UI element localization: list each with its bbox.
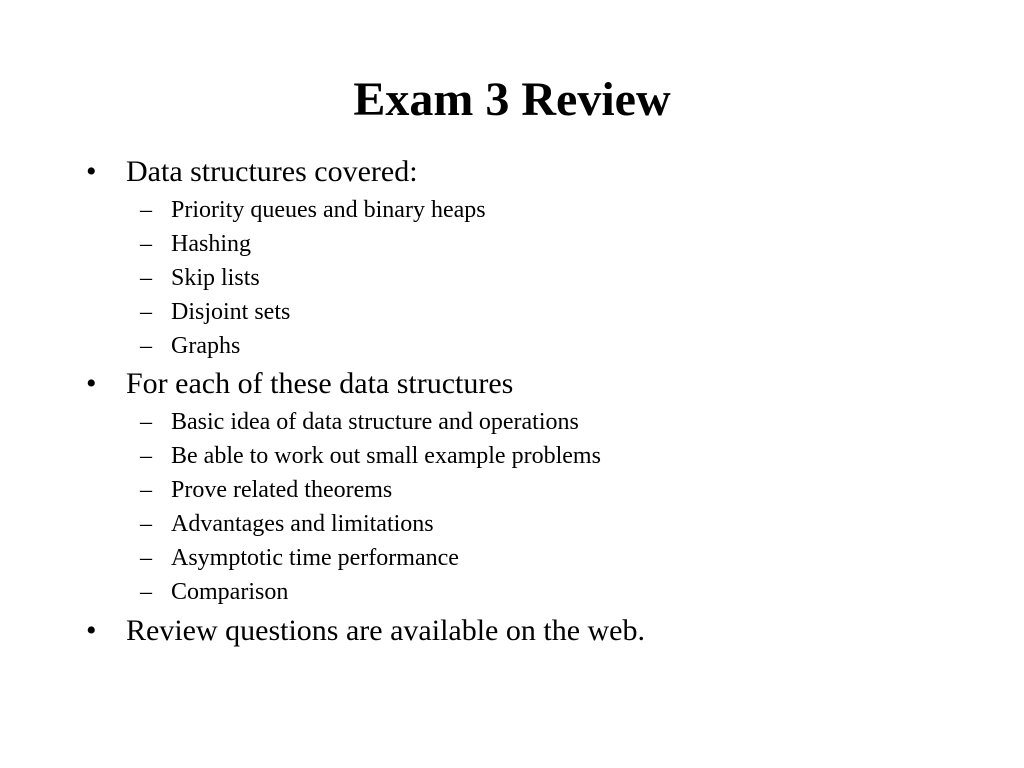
- sub-text: Basic idea of data structure and operations: [171, 409, 579, 435]
- sub-item: [140, 544, 459, 572]
- sub-text: Advantages and limitations: [171, 511, 434, 537]
- bullet-item: [86, 614, 645, 648]
- sub-item: [140, 476, 392, 504]
- sub-item: [140, 408, 579, 436]
- sub-text: Graphs: [171, 333, 241, 359]
- sub-mark: –: [140, 231, 152, 257]
- sub-text: Comparison: [171, 579, 289, 605]
- bullet-text: Review questions are available on the web.: [126, 614, 645, 647]
- sub-text: Asymptotic time performance: [171, 545, 459, 571]
- sub-mark: –: [140, 333, 152, 359]
- sub-mark: –: [140, 579, 152, 605]
- sub-text: Hashing: [171, 231, 251, 257]
- sub-mark: –: [140, 299, 152, 325]
- bullet-item: [86, 367, 513, 401]
- bullet-mark: •: [86, 155, 97, 188]
- sub-item: [140, 442, 601, 470]
- sub-item: [140, 332, 240, 360]
- sub-item: [140, 578, 288, 606]
- sub-text: Prove related theorems: [171, 477, 393, 503]
- sub-mark: –: [140, 409, 152, 435]
- bullet-text: Data structures covered:: [126, 155, 418, 188]
- sub-text: Skip lists: [171, 265, 260, 291]
- sub-mark: –: [140, 511, 152, 537]
- sub-item: [140, 264, 260, 292]
- sub-text: Disjoint sets: [171, 299, 291, 325]
- sub-item: [140, 196, 486, 224]
- sub-mark: –: [140, 265, 152, 291]
- sub-mark: –: [140, 443, 152, 469]
- bullet-text: For each of these data structures: [126, 367, 514, 400]
- sub-mark: –: [140, 545, 152, 571]
- sub-mark: –: [140, 477, 152, 503]
- sub-item: [140, 510, 434, 538]
- sub-text: Be able to work out small example problems: [171, 443, 601, 469]
- bullet-mark: •: [86, 367, 97, 400]
- sub-mark: –: [140, 197, 152, 223]
- sub-item: [140, 230, 251, 258]
- bullet-mark: •: [86, 614, 97, 647]
- sub-text: Priority queues and binary heaps: [171, 197, 486, 223]
- bullet-item: [86, 155, 418, 189]
- slide-title: Exam 3 Review: [353, 73, 671, 126]
- sub-item: [140, 298, 290, 326]
